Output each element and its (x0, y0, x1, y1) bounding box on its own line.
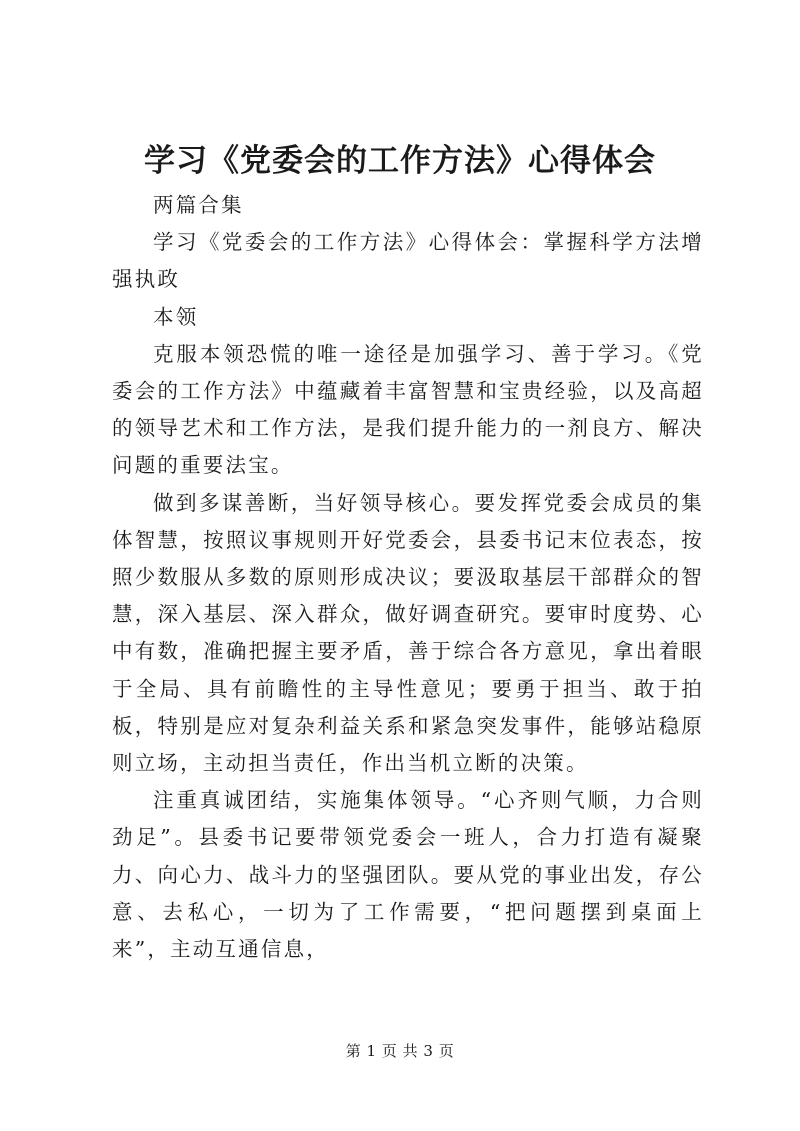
document-body (112, 187, 704, 968)
document-title: 学习《党委会的工作方法》心得体会 (144, 143, 656, 179)
paragraph-article-title: 学习《党委会的工作方法》心得体会：掌握科学方法增强执政 (112, 230, 704, 292)
page-footer: 第 1 页 共 3 页 (345, 1042, 455, 1060)
paragraph-subtitle: 两篇合集 (153, 193, 244, 217)
paragraph-1: 克服本领恐慌的唯一途径是加强学习、善于学习。《党委会的工作方法》中蕴藏着丰富智慧和宝贵经验，以及高超的领导艺术和工作方法，是我们提升能力的一剂良方、解决问题的重要法宝。 (112, 341, 704, 478)
paragraph-2: 做到多谋善断，当好领导核心。要发挥党委会成员的集体智慧，按照议事规则开好党委会，县委书记末位表态，按照少数服从多数的原则形成决议；要汲取基层干部群众的智慧，深入基层、深入群众，做好调查研究。要审时度势、心中有数，准确把握主要矛盾，善于综合各方意见，拿出着眼于全局、具有前瞻性的主导性意见；要勇于担当、敢于拍板，特别是应对复杂利益关系和紧急突发事件，能够站稳原则立场，主动担当责任，作出当机立断的决策。 (112, 490, 704, 776)
paragraph-article-title-cont: 本领 (153, 304, 199, 329)
paragraph-3: 注重真诚团结，实施集体领导。“心齐则气顺，力合则劲足”。县委书记要带领党委会一班人，合力打造有凝聚力、向心力、战斗力的坚强团队。要从党的事业出发，存公意、去私心，一切为了工作需要，“把问题摆到桌面上来”，主动互通信息， (112, 788, 704, 962)
